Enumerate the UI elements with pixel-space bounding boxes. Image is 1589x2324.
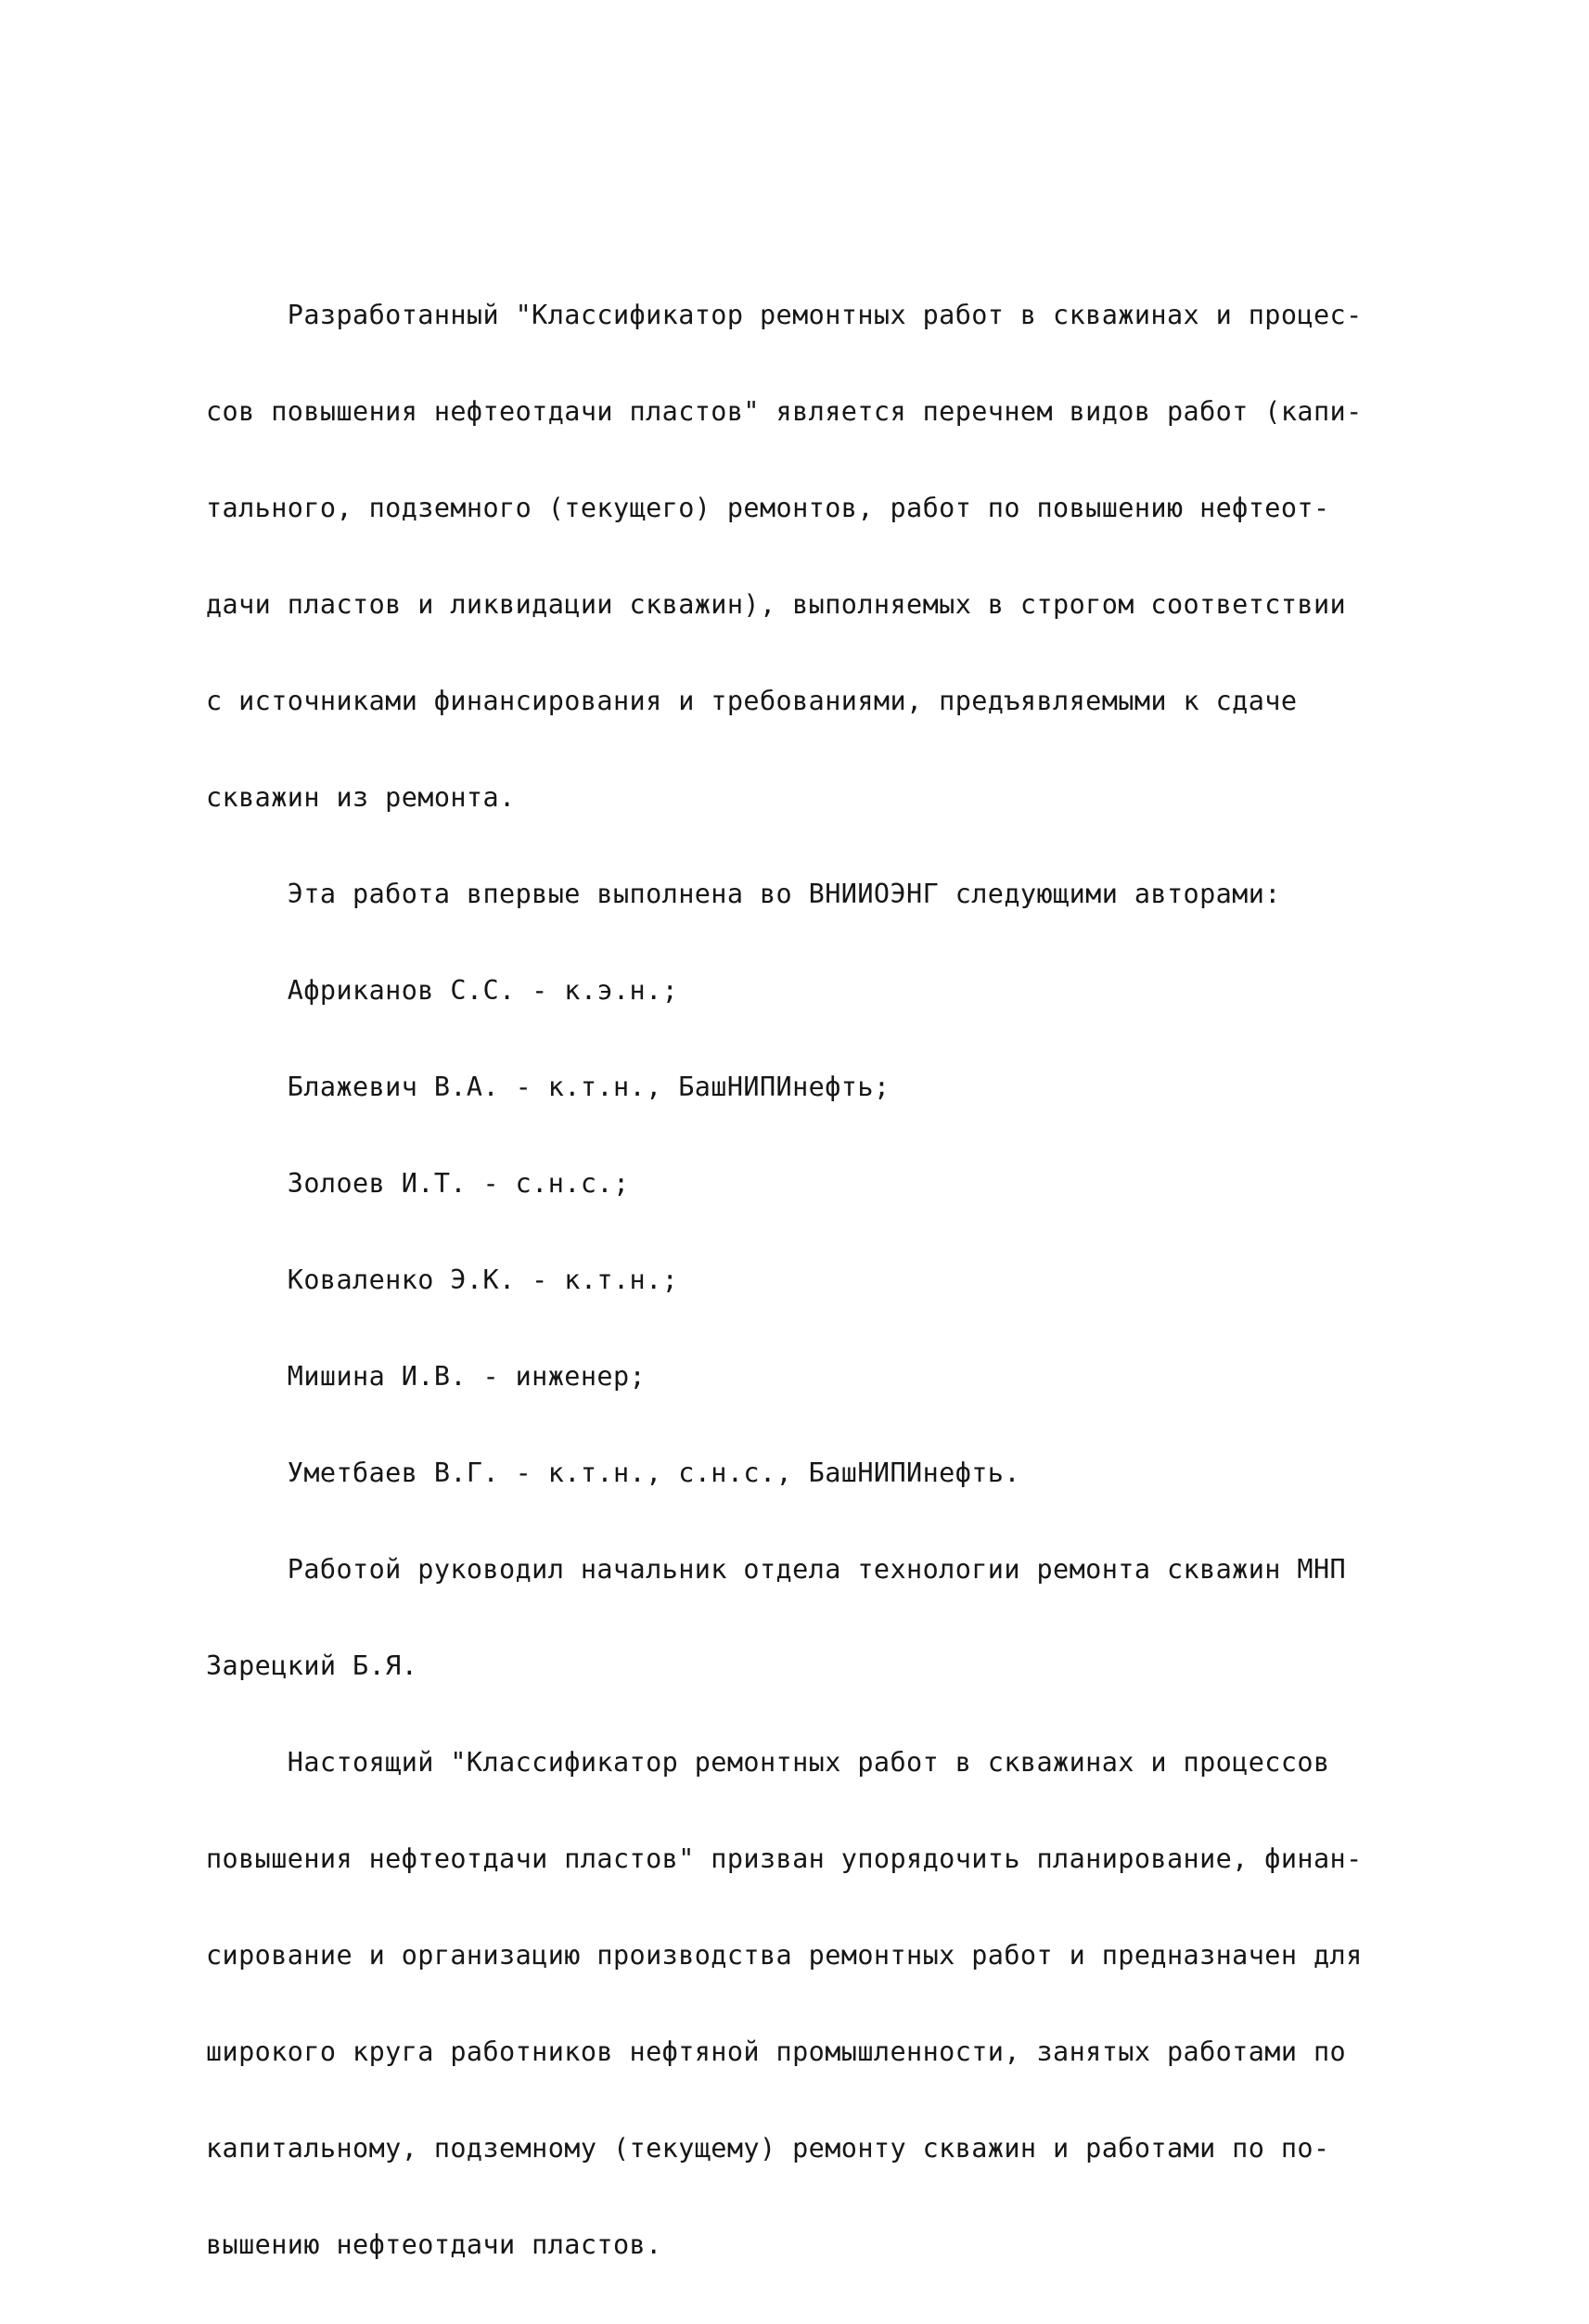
paragraph-line: Разработанный "Классификатор ремонтных работ в скважинах и процес- [206,300,1363,330]
author-line: Золоев И.Т. - с.н.с.; [206,1168,630,1199]
paragraph-line: Зарецкий Б.Я. [206,1650,418,1681]
paragraph-line: Настоящий "Классификатор ремонтных работ в скважинах и процессов [206,1747,1330,1778]
paragraph-line: Работой руководил начальник отдела технологии ремонта скважин МНП [206,1554,1347,1585]
paragraph-line: вышению нефтеотдачи пластов. [206,2229,662,2260]
paragraph-line: с источниками финансирования и требованиями, предъявляемыми к сдаче [206,686,1298,716]
paragraph-line: сов повышения нефтеотдачи пластов" является перечнем видов работ (капи- [206,396,1363,427]
paragraph-line: сирование и организацию производства ремонтных работ и предназначен для [206,1940,1363,1971]
paragraph-line: широкого круга работников нефтяной промышленности, занятых работами по [206,2036,1347,2067]
document-body [206,237,1403,2324]
paragraph-line: дачи пластов и ликвидации скважин), выполняемых в строгом соответствии [206,589,1347,620]
author-line: Уметбаев В.Г. - к.т.н., с.н.с., БашНИПИнефть. [206,1457,1020,1488]
author-line: Блажевич В.А. - к.т.н., БашНИПИнефть; [206,1072,891,1102]
paragraph-line: повышения нефтеотдачи пластов" призван упорядочить планирование, финан- [206,1843,1363,1874]
paragraph-line: скважин из ремонта. [206,782,516,813]
author-line: Африканов С.С. - к.э.н.; [206,975,679,1006]
author-line: Коваленко Э.К. - к.т.н.; [206,1265,679,1295]
paragraph-line: капитальному, подземному (текущему) ремонту скважин и работами по по- [206,2133,1330,2164]
paragraph-line: Эта работа впервые выполнена во ВНИИОЭНГ следующими авторами: [206,879,1281,909]
author-line: Мишина И.В. - инженер; [206,1361,647,1392]
paragraph-line: тального, подземного (текущего) ремонтов, работ по повышению нефтеот- [206,493,1330,523]
